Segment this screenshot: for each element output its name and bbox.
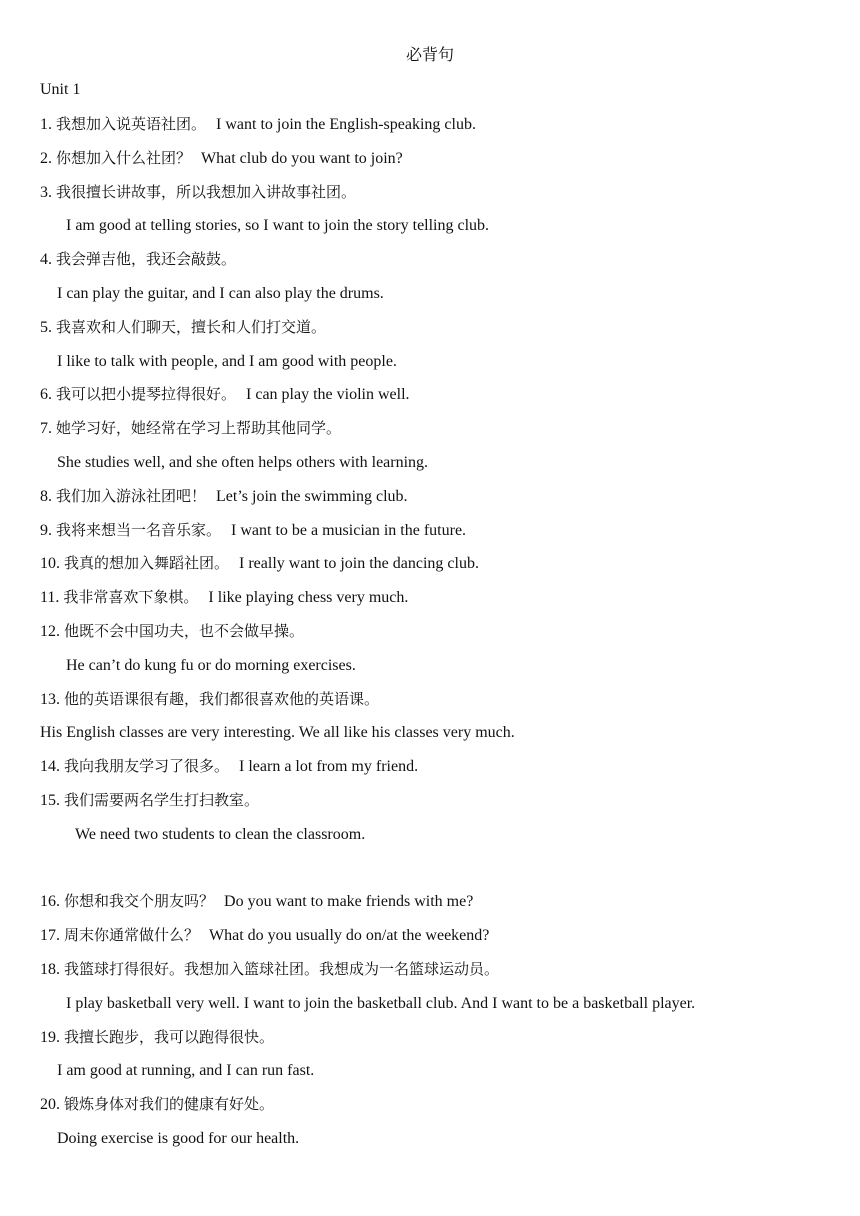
sentence-number: 5. bbox=[40, 318, 56, 336]
page-title: 必背句 bbox=[405, 45, 454, 64]
sentence-number: 19. bbox=[40, 1028, 64, 1046]
translation-line bbox=[40, 1059, 840, 1093]
english-sentence: I am good at telling stories, so I want to join the story telling club. bbox=[66, 217, 490, 235]
sentence-item bbox=[40, 924, 840, 958]
english-sentence: I can play the guitar, and I can also play the drums. bbox=[57, 284, 384, 302]
translation-line bbox=[40, 282, 840, 316]
sentence-number: 1. bbox=[40, 116, 56, 133]
sentence-number: 16. bbox=[40, 893, 64, 911]
translation-line bbox=[40, 654, 840, 688]
sentence-item bbox=[40, 519, 840, 553]
english-sentence: I play basketball very well. I want to join the basketball club. And I want to be a basketball player. bbox=[66, 994, 696, 1012]
sentence-number: 9. bbox=[40, 521, 56, 539]
sentence-item bbox=[40, 147, 840, 181]
sentence-number: 3. bbox=[40, 183, 56, 201]
sentence-number: 20. bbox=[40, 1096, 64, 1114]
sentence-item bbox=[40, 586, 840, 620]
english-sentence: I really want to join the dancing club. bbox=[239, 555, 479, 573]
chinese-sentence: 我可以把小提琴拉得很好。 bbox=[56, 385, 237, 404]
chinese-sentence: 她学习好，她经常在学习上帮助其他同学。 bbox=[56, 419, 342, 438]
chinese-sentence: 我真的想加入舞蹈社团。 bbox=[64, 554, 230, 573]
sentence-item bbox=[40, 113, 840, 147]
chinese-sentence: 我将来想当一名音乐家。 bbox=[56, 520, 222, 539]
translation-line bbox=[40, 823, 840, 857]
chinese-sentence: 我们需要两名学生打扫教室。 bbox=[64, 790, 260, 809]
chinese-sentence: 他的英语课很有趣，我们都很喜欢他的英语课。 bbox=[64, 689, 380, 708]
sentence-number: 13. bbox=[40, 690, 64, 708]
sentence-item bbox=[40, 417, 840, 451]
english-sentence: I am good at running, and I can run fast. bbox=[57, 1062, 315, 1080]
sentence-number: 15. bbox=[40, 791, 64, 809]
chinese-sentence: 我想加入说英语社团。 bbox=[56, 115, 207, 133]
translation-line bbox=[40, 992, 840, 1026]
blank-line bbox=[40, 857, 840, 891]
sentence-item bbox=[40, 1093, 840, 1127]
chinese-sentence: 我篮球打得很好。我想加入篮球社团。我想成为一名篮球运动员。 bbox=[64, 959, 500, 978]
chinese-sentence: 我擅长跑步，我可以跑得很快。 bbox=[64, 1027, 275, 1046]
sentence-list bbox=[40, 113, 840, 1161]
sentence-item bbox=[40, 789, 840, 823]
chinese-sentence: 我会弹吉他，我还会敲鼓。 bbox=[56, 250, 237, 269]
translation-line bbox=[40, 350, 840, 384]
translation-line bbox=[40, 451, 840, 485]
sentence-number: 14. bbox=[40, 758, 64, 776]
chinese-sentence: 周末你通常做什么？ bbox=[64, 926, 200, 945]
english-sentence: What club do you want to join? bbox=[201, 149, 403, 167]
english-sentence: Let’s join the swimming club. bbox=[216, 487, 408, 505]
sentence-number: 7. bbox=[40, 420, 56, 438]
english-sentence: We need two students to clean the classroom. bbox=[75, 825, 366, 843]
translation-line bbox=[40, 721, 840, 755]
chinese-sentence: 我们加入游泳社团吧！ bbox=[56, 486, 207, 505]
sentence-item bbox=[40, 620, 840, 654]
chinese-sentence: 我喜欢和人们聊天，擅长和人们打交道。 bbox=[56, 317, 327, 336]
chinese-sentence: 你想加入什么社团？ bbox=[56, 148, 192, 167]
sentence-item bbox=[40, 755, 840, 789]
sentence-number: 17. bbox=[40, 927, 64, 945]
unit-heading: Unit 1 bbox=[40, 81, 81, 98]
english-sentence: He can’t do kung fu or do morning exercises. bbox=[66, 656, 356, 674]
sentence-number: 2. bbox=[40, 149, 56, 167]
english-sentence: I want to join the English-speaking club. bbox=[216, 116, 476, 133]
english-sentence: I like playing chess very much. bbox=[208, 589, 409, 607]
sentence-number: 12. bbox=[40, 622, 64, 640]
chinese-sentence: 我非常喜欢下象棋。 bbox=[63, 588, 199, 607]
sentence-item bbox=[40, 958, 840, 992]
sentence-item bbox=[40, 248, 840, 282]
chinese-sentence: 你想和我交个朋友吗？ bbox=[64, 892, 215, 911]
sentence-item bbox=[40, 890, 840, 924]
english-sentence: I want to be a musician in the future. bbox=[231, 521, 467, 539]
english-sentence: His English classes are very interesting. We all like his classes very much. bbox=[40, 724, 515, 742]
sentence-number: 11. bbox=[40, 589, 64, 607]
chinese-sentence: 我很擅长讲故事，所以我想加入讲故事社团。 bbox=[56, 182, 357, 201]
english-sentence: What do you usually do on/at the weekend? bbox=[209, 927, 490, 945]
sentence-number: 6. bbox=[40, 386, 56, 404]
sentence-item bbox=[40, 316, 840, 350]
sentence-number: 10. bbox=[40, 555, 64, 573]
chinese-sentence: 锻炼身体对我们的健康有好处。 bbox=[64, 1095, 275, 1114]
english-sentence: I learn a lot from my friend. bbox=[239, 758, 419, 776]
english-sentence: Do you want to make friends with me? bbox=[224, 893, 474, 911]
sentence-item bbox=[40, 688, 840, 722]
translation-line bbox=[40, 214, 840, 248]
sentence-number: 8. bbox=[40, 487, 56, 505]
sentence-item bbox=[40, 1026, 840, 1060]
chinese-sentence: 他既不会中国功夫，也不会做早操。 bbox=[64, 621, 305, 640]
sentence-number: 18. bbox=[40, 960, 64, 978]
sentence-item bbox=[40, 552, 840, 586]
sentence-number: 4. bbox=[40, 251, 56, 269]
english-sentence: Doing exercise is good for our health. bbox=[57, 1129, 300, 1147]
sentence-item bbox=[40, 383, 840, 417]
english-sentence: I can play the violin well. bbox=[246, 386, 410, 404]
english-sentence: She studies well, and she often helps others with learning. bbox=[57, 453, 429, 471]
translation-line bbox=[40, 1127, 840, 1161]
english-sentence: I like to talk with people, and I am good with people. bbox=[57, 352, 397, 370]
sentence-item bbox=[40, 485, 840, 519]
chinese-sentence: 我向我朋友学习了很多。 bbox=[64, 757, 230, 776]
sentence-item bbox=[40, 181, 840, 215]
